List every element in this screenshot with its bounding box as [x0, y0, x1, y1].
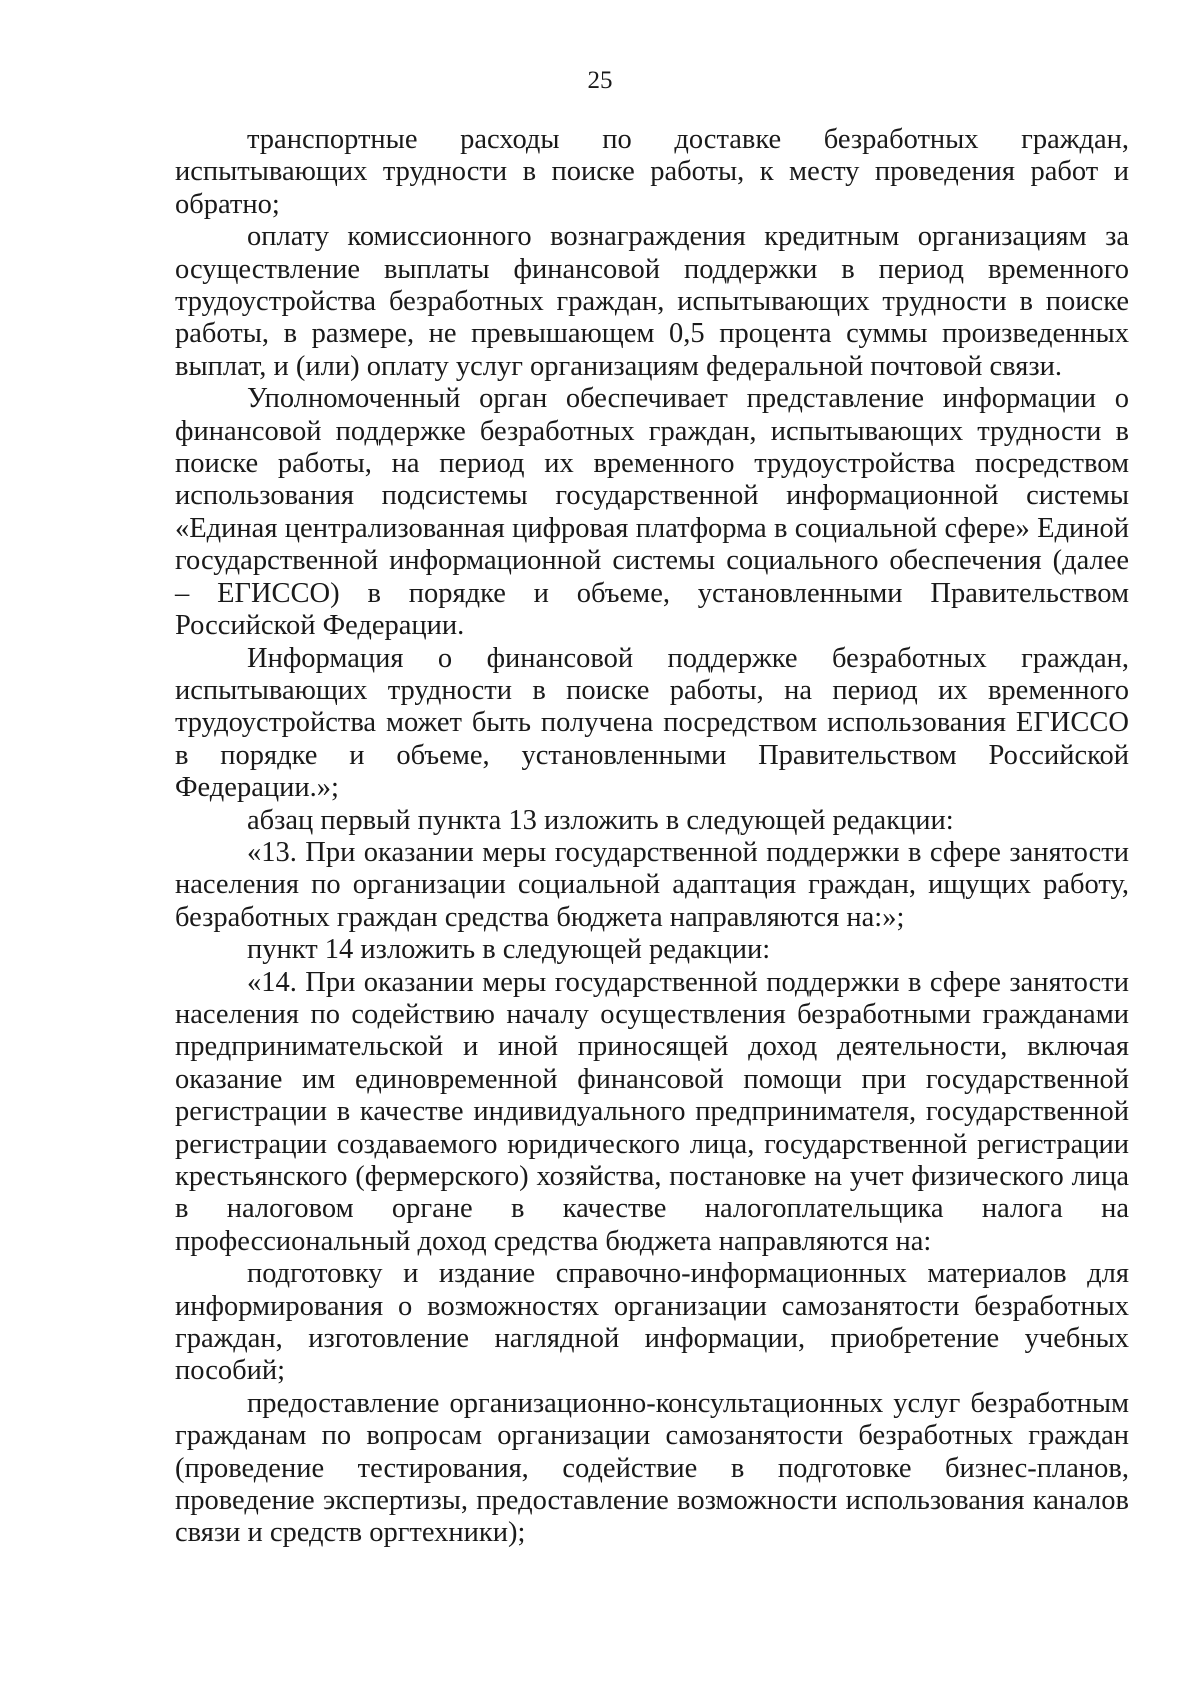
paragraph-transport-expenses: транспортные расходы по доставке безработных граждан, испытывающих трудности в поиске работы, к месту проведения работ и обратно; [175, 124, 1129, 220]
page-number: 25 [587, 67, 613, 94]
paragraph-authorized-body: Уполномоченный орган обеспечивает представление информации о финансовой поддержке безработных граждан, испытывающих трудности в поиске работы, на период их временного трудоустройства посредством использования подсистемы государственной информационной системы «Единая централизованная цифровая платформа в социальной сфере» Единой государственной информационной системы социального обеспечения (далее – ЕГИССО) в порядке и объеме, установленными Правительством Российской Федерации. [175, 383, 1129, 642]
paragraph-reference-materials: подготовку и издание справочно-информационных материалов для информирования о возможностях организации самозанятости безработных граждан, изготовление наглядной информации, приобретение учебных пособий; [175, 1258, 1129, 1387]
paragraph-item-14-intro: пункт 14 изложить в следующей редакции: [247, 934, 771, 966]
paragraph-commission-payment: оплату комиссионного вознаграждения кредитным организациям за осуществление выплаты финансовой поддержки в период временного трудоустройства безработных граждан, испытывающих трудности в поиске работы, в размере, не превышающем 0,5 процента суммы произведенных выплат, и (или) оплату услуг организациям федеральной почтовой связи. [175, 221, 1129, 382]
document-body [175, 124, 1129, 1550]
paragraph-item-13-text: «13. При оказании меры государственной поддержки в сфере занятости населения по организации социальной адаптация граждан, ищущих работу, безработных граждан средства бюджета направляются на:»; [175, 836, 1129, 933]
paragraph-item-13-intro: абзац первый пункта 13 изложить в следующей редакции: [247, 804, 954, 836]
paragraph-egisso-information: Информация о финансовой поддержке безработных граждан, испытывающих трудности в поиске работы, на период их временного трудоустройства может быть получена посредством использования ЕГИССО в порядке и объеме, установленными Правительством Российской Федерации.»; [175, 642, 1129, 804]
paragraph-consulting-services: предоставление организационно-консультационных услуг безработным гражданам по вопросам организации самозанятости безработных граждан (проведение тестирования, содействие в подготовке бизнес-планов, проведение экспертизы, предоставление возможности использования каналов связи и средств оргтехники); [175, 1387, 1129, 1549]
paragraph-item-14-text: «14. При оказании меры государственной поддержки в сфере занятости населения по содействию началу осуществления безработными гражданами предпринимательской и иной приносящей доход деятельности, включая оказание им единовременной финансовой помощи при государственной регистрации в качестве индивидуального предпринимателя, государственной регистрации создаваемого юридического лица, государственной регистрации крестьянского (фермерского) хозяйства, постановке на учет физического лица в налоговом органе в качестве налогоплательщика налога на профессиональный доход средства бюджета направляются на: [175, 966, 1129, 1257]
